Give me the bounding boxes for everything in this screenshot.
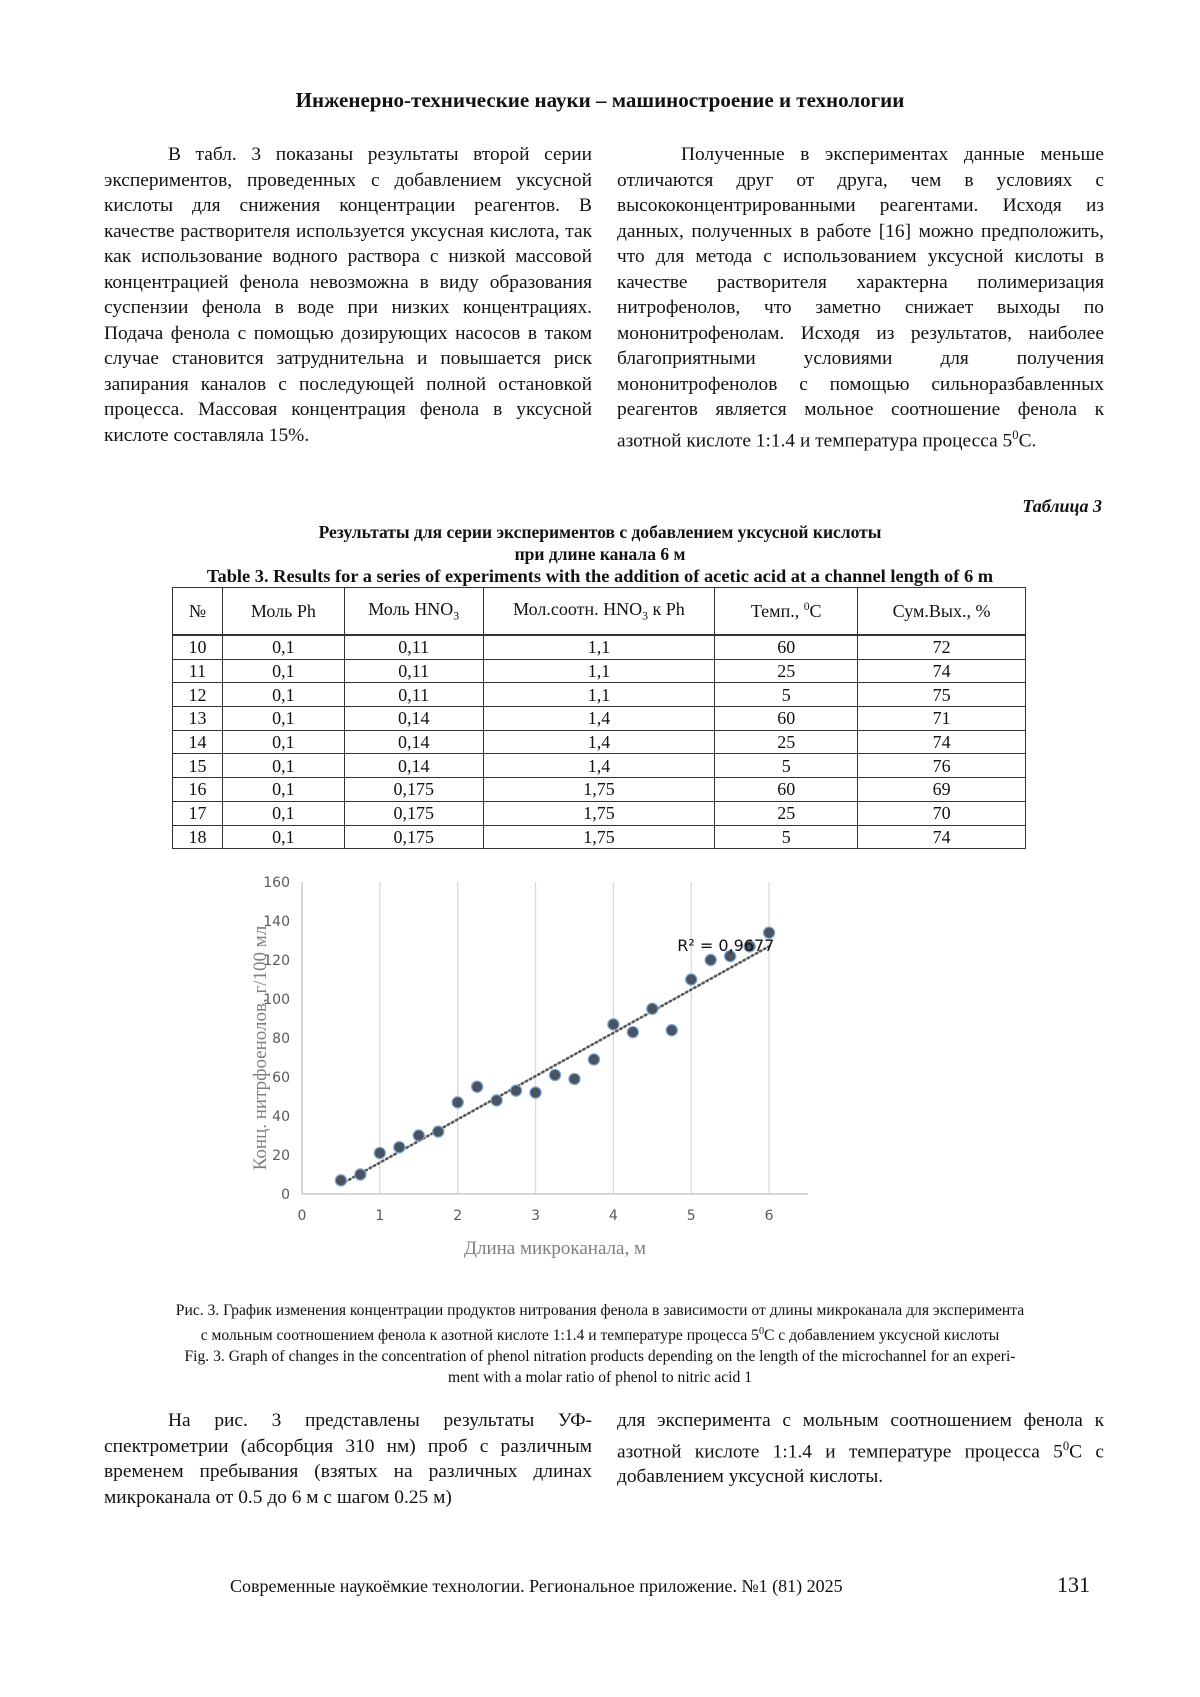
data-point [666,1025,677,1036]
table-cell: 0,1 [222,778,344,802]
closing-right-paragraph: для эксперимента с мольным соотношением фенола к азотной кислоте 1:1.4 и температуре процесса $5^0С$ с добавлением уксусной кислоты. [617,1410,1104,1488]
table-cell: 12 [173,683,223,707]
caption-en-2: ment with a molar ratio of phenol to nitric acid 1 [448,1369,752,1387]
data-point [647,1003,658,1014]
table-cell: 0,1 [222,683,344,707]
y-tick-label: 0 [281,1187,290,1203]
data-point [569,1073,580,1084]
closing-left-column [104,1408,592,1510]
x-tick-label: 2 [453,1208,463,1224]
y-tick-label: 80 [272,1031,290,1047]
table-header-row [173,588,1026,636]
table-cell: 74 [858,825,1026,849]
table-cell: 0,14 [344,730,483,754]
data-point [588,1054,599,1065]
table-cell: 69 [858,778,1026,802]
chart-svg [250,870,970,1270]
table-cell: 60 [715,778,858,802]
table-cell: 0,1 [222,659,344,683]
table-cell: 60 [715,707,858,731]
data-point [472,1081,483,1092]
table-row [173,754,1026,778]
intro-right-column [617,142,1104,453]
table-cell: 0,11 [344,683,483,707]
table-cell: 18 [173,825,223,849]
figure-caption [90,1300,1110,1388]
table-cell: 11 [173,659,223,683]
data-point [510,1085,521,1096]
y-tick-label: 120 [263,953,290,969]
results-table [172,587,1026,849]
header-mol-ph: Моль Ph [222,588,344,636]
table-cell: 5 [715,683,858,707]
table-cell: 71 [858,707,1026,731]
table-cell: 15 [173,754,223,778]
table-row [173,683,1026,707]
header-ratio: Мол.соотн. $HNO_3$ к Ph [483,588,715,636]
y-tick-label: 60 [272,1070,290,1086]
table-cell: 10 [173,635,223,659]
closing-right-column [617,1408,1104,1490]
data-point [491,1095,502,1106]
table-title-ru-2: при длине канала 6 м [514,544,686,564]
intro-right-end: С. [1018,429,1037,451]
x-axis-title: Длина микроканала, м [464,1238,646,1259]
caption-ru-1: Рис. 3. График изменения концентрации продуктов нитрования фенола в зависимости от длины микроканала для эксперимента [175,1302,1025,1319]
header-temp: Темп., $^0$С [715,588,858,636]
closing-left-paragraph: На рис. 3 представлены результаты УФ-спектрометрии (абсорбция 310 нм) проб с различным временем пребывания (взятых на различных длинах микроканала от 0.5 до 6 м с шагом 0.25 м) [104,1410,592,1508]
y-tick-label: 40 [272,1109,290,1125]
table-cell: 25 [715,801,858,825]
x-tick-label: 4 [608,1208,618,1224]
table-row [173,635,1026,659]
table-cell: 0,1 [222,730,344,754]
table-cell: 0,1 [222,825,344,849]
table-cell: 1,75 [483,825,715,849]
data-point [608,1019,619,1030]
table-cell: 1,1 [483,683,715,707]
journal-footer: Современные наукоёмкие технологии. Региональное приложение. №1 (81) 2025 [230,1576,843,1596]
table-cell: 1,4 [483,707,715,731]
y-tick-label: 100 [263,992,290,1008]
x-tick-label: 3 [531,1208,540,1224]
table-cell: 75 [858,683,1026,707]
table-label: Таблица 3 [1022,496,1102,516]
data-point [705,954,716,965]
intro-left-paragraph: В табл. 3 показаны результаты второй серии экспериментов, проведенных с добавлением уксусной кислоты для снижения концентрации реагентов. В качестве растворителя используется уксусная кислота, так как использование водного раствора с низкой массовой концентрацией фенола невозможна в виду образования суспензии фенола в воде при низких концентрациях. Подача фенола с помощью дозирующих насосов в таком случае становится затруднительна и повышается риск запирания каналов с последующей полной остановкой процесса. Массовая концентрация фенола в уксусной кислоте составляла 15%. [104,144,592,446]
intro-left-column [104,142,592,448]
table-row [173,825,1026,849]
table-cell: 5 [715,754,858,778]
table-title-ru-1: Результаты для серии экспериментов с добавлением уксусной кислоты [318,522,882,542]
table-cell: 0,175 [344,778,483,802]
data-point [394,1142,405,1153]
data-point [686,974,697,985]
table-cell: 16 [173,778,223,802]
y-axis-title: Конц. нитрфоенолов, г/100 мл [250,925,271,1171]
y-tick-label: 160 [263,875,290,891]
data-point [530,1087,541,1098]
table-cell: 1,4 [483,754,715,778]
table-cell: 0,11 [344,659,483,683]
data-point [355,1169,366,1180]
y-tick-label: 140 [263,914,290,930]
x-tick-label: 0 [297,1208,307,1224]
x-tick-label: 1 [375,1208,385,1224]
table-cell: 25 [715,730,858,754]
header-yield: Сум.Вых., % [858,588,1026,636]
y-tick-label: 20 [272,1148,290,1164]
caption-en-1: Fig. 3. Graph of changes in the concentration of phenol nitration products depending on the length of the microchannel for an experi- [184,1348,1016,1366]
table-cell: 0,175 [344,825,483,849]
x-tick-label: 6 [764,1208,774,1224]
table-title-en: Table 3. Results for a series of experiments with the addition of acetic acid at a channel length of 6 m [206,566,994,586]
table-row [173,730,1026,754]
table-cell: 1,1 [483,659,715,683]
table-cell: 70 [858,801,1026,825]
table-row [173,659,1026,683]
table-cell: 0,11 [344,635,483,659]
page-number: 131 [1057,1572,1090,1597]
data-point [374,1147,385,1158]
caption-ru-2: с мольным соотношением фенола к азотной кислоте 1:1.4 и температуре процесса $5^0С$ с добавлением уксусной кислоты [200,1326,1000,1345]
table-row [173,778,1026,802]
table-cell: 74 [858,659,1026,683]
table-cell: 0,1 [222,754,344,778]
header-mol-hno3: Моль $HNO_3$ [344,588,483,636]
data-point [549,1069,560,1080]
table-cell: 0,1 [222,635,344,659]
x-tick-label: 5 [686,1208,696,1224]
table-row [173,801,1026,825]
table-cell: 72 [858,635,1026,659]
data-point [627,1027,638,1038]
data-point [413,1130,424,1141]
table-cell: 1,75 [483,778,715,802]
table-cell: 1,1 [483,635,715,659]
table-cell: 1,4 [483,730,715,754]
table-cell: 0,1 [222,707,344,731]
table-cell: 5 [715,825,858,849]
table-cell: 0,1 [222,801,344,825]
intro-right-text: Полученные в экспериментах данные меньше отличаются друг от друга, чем в условиях с высококонцентрированными реагентами. Исходя из данных, полученных в работе [16] можно предположить, что для метода с использованием уксусной кислоты в качестве растворителя характерна полимеризация нитрофенолов, что заметно снижает выходы по мононитрофенолам. Исходя из результатов, наиболее благоприятными условиями для получения мононитрофенолов с помощью сильноразбавленных реагентов является мольное соотношение фенола к азотной кислоте 1:1.4 и температура процесса 5 [617,144,1104,451]
table-cell: 76 [858,754,1026,778]
data-point [433,1126,444,1137]
r-squared-label: R² = 0,9677 [677,936,775,956]
table-cell: 1,75 [483,801,715,825]
scatter-chart [250,870,970,1270]
running-head: Инженерно-технические науки – машиностроение и технологии [295,88,905,112]
table-cell: 17 [173,801,223,825]
table-cell: 13 [173,707,223,731]
table-cell: 14 [173,730,223,754]
table-cell: 60 [715,635,858,659]
data-point [452,1097,463,1108]
intro-right-paragraph [617,142,1104,453]
table-cell: 0,175 [344,801,483,825]
data-point [335,1175,346,1186]
table-cell: 0,14 [344,754,483,778]
degree-sup: 0 [1012,427,1019,442]
table-cell: 25 [715,659,858,683]
header-num: № [173,588,223,636]
table-cell: 0,14 [344,707,483,731]
table-row [173,707,1026,731]
table-cell: 74 [858,730,1026,754]
